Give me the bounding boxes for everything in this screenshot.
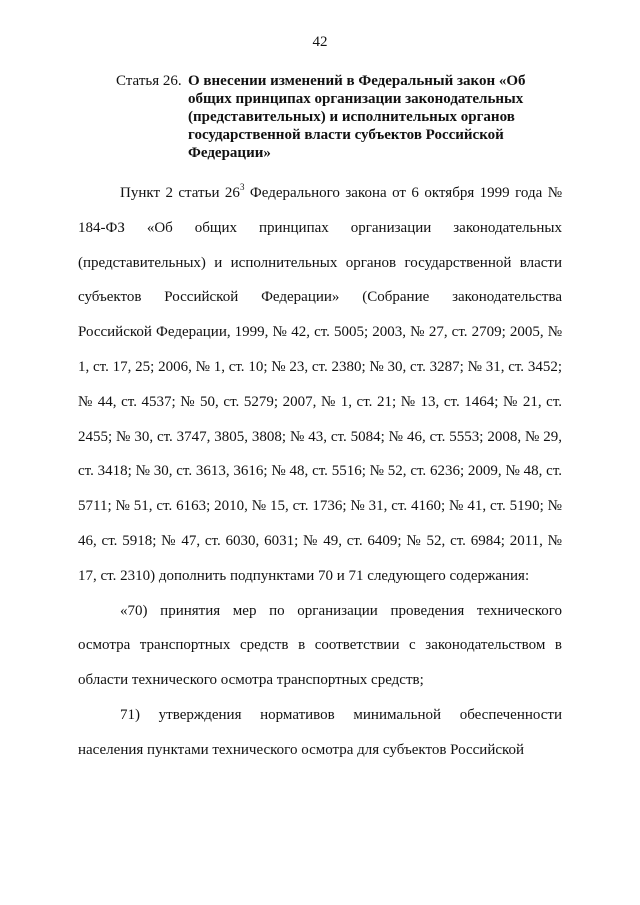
article-title: О внесении изменений в Федеральный закон «Об общих принципах организации законодательных (представительных) и исполнительных органов государственной власти субъектов Российской Федерации» bbox=[188, 73, 526, 161]
article-label: Статья 26. bbox=[116, 73, 182, 89]
paragraph-1 bbox=[78, 176, 562, 594]
paragraph-3: 71) утверждения нормативов минимальной обеспеченности населения пунктами технического осмотра для субъектов Российской bbox=[78, 706, 562, 758]
article-heading bbox=[116, 72, 536, 162]
page-number: 42 bbox=[312, 34, 328, 50]
paragraph-2: «70) принятия мер по организации проведения технического осмотра транспортных средств в соответствии с законодательством в области технического осмотра транспортных средств; bbox=[78, 602, 562, 689]
paragraph-1-start: Пункт 2 статьи 26 bbox=[120, 185, 240, 201]
superscript-article-index: 3 bbox=[239, 182, 245, 192]
paragraph-1-rest: Федерального закона от 6 октября 1999 года № 184-ФЗ «Об общих принципах организации законодательных (представительных) и исполнительных органов государственной власти субъектов Российской Федерации» (Собрание законодательства Российской Федерации, 1999, № 42, ст. 5005; 2003, № 27, ст. 2709; 2005, № 1, ст. 17, 25; 2006, № 1, ст. 10; № 23, ст. 2380; № 30, ст. 3287; № 31, ст. 3452; № 44, ст. 4537; № 50, ст. 5279; 2007, № 1, ст. 21; № 13, ст. 1464; № 21, ст. 2455; № 30, ст. 3747, 3805, 3808; № 43, ст. 5084; № 46, ст. 5553; 2008, № 29, ст. 3418; № 30, ст. 3613, 3616; № 48, ст. 5516; № 52, ст. 6236; 2009, № 48, ст. 5711; № 51, ст. 6163; 2010, № 15, ст. 1736; № 31, ст. 4160; № 41, ст. 5190; № 46, ст. 5918; № 47, ст. 6030, 6031; № 49, ст. 6409; № 52, ст. 6984; 2011, № 17, ст. 2310) дополнить подпунктами 70 и 71 следующего содержания: bbox=[78, 185, 563, 584]
document-body bbox=[78, 176, 562, 768]
